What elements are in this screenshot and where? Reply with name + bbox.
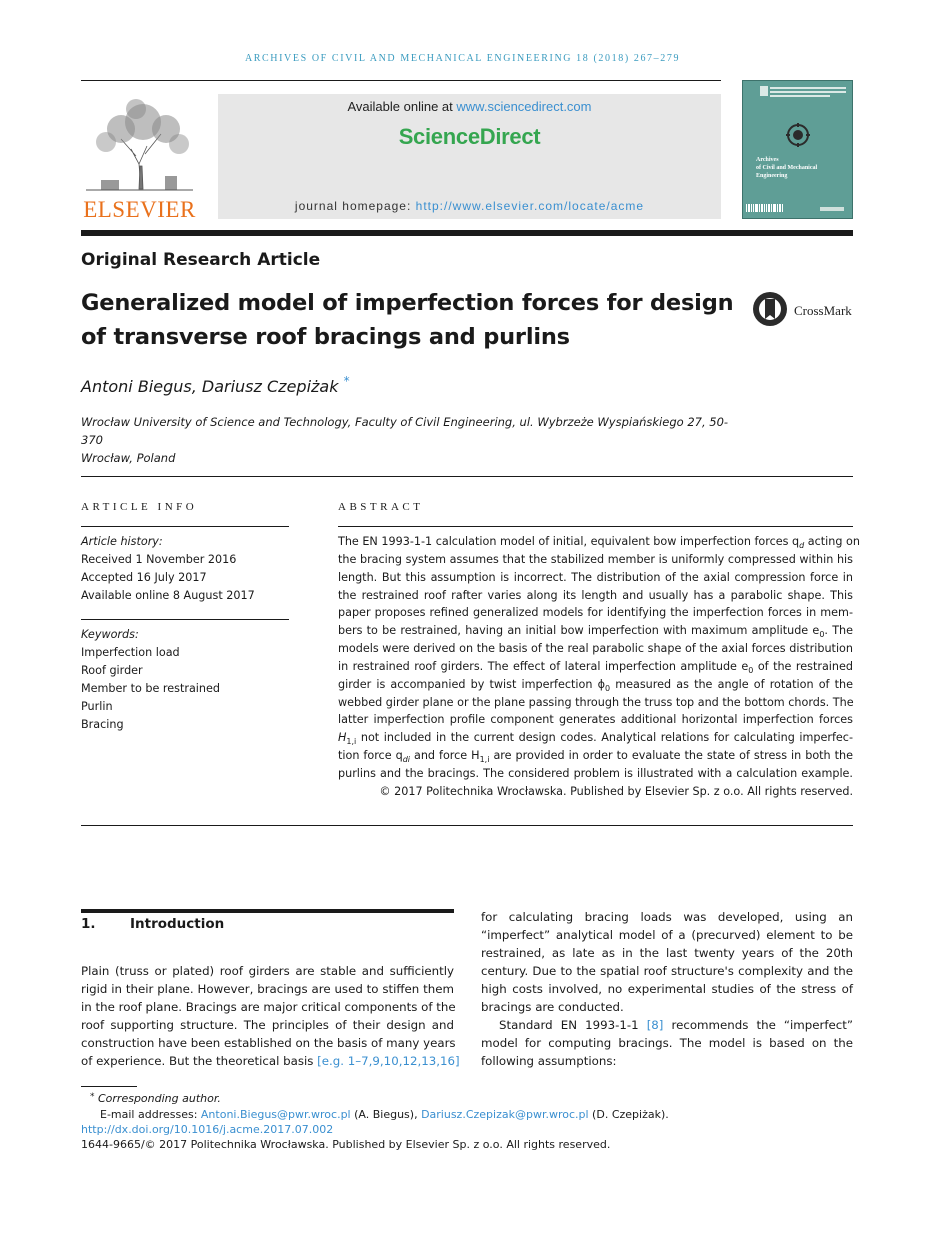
- keyword-item: Member to be restrained: [81, 682, 220, 695]
- article-info-rule: [81, 526, 289, 527]
- affiliation: [81, 413, 741, 467]
- abstract-line: the bracing system assumes that the stabilized member is uniformly compressed within his: [338, 552, 853, 566]
- body-line: model for computing bracings. The model is based on the: [481, 1036, 853, 1050]
- section-number: 1.: [81, 916, 96, 932]
- accepted-date: Accepted 16 July 2017: [81, 571, 207, 584]
- author-list: [81, 374, 350, 396]
- email-addresses: E-mail addresses: Antoni.Biegus@pwr.wroc.pl (A. Biegus), Dariusz.Czepizak@pwr.wroc.pl (D. Czepiżak).: [100, 1108, 669, 1121]
- abstract-line: length. But this assumption is incorrect. The distribution of the axial compression force in: [338, 570, 853, 584]
- doi: [81, 1122, 333, 1138]
- intro-right-column: [481, 908, 853, 1070]
- keyword-item: Imperfection load: [81, 646, 180, 659]
- corresponding-note: * Corresponding author.: [90, 1092, 221, 1105]
- cover-barcode-icon: [746, 204, 786, 212]
- cover-title-line: Engineering: [756, 173, 788, 179]
- abstract-line: $H_{1,i}$ not included in the current design codes. Analytical relations for calculating imperfec-: [338, 731, 853, 747]
- received-date: Received 1 November 2016: [81, 553, 237, 566]
- abstract-heading: ABSTRACT: [338, 501, 424, 513]
- issn-copyright: 1644-9665/© 2017 Politechnika Wrocławska. Published by Elsevier Sp. z o.o. All rights reserved.: [81, 1138, 611, 1151]
- header-rule: [81, 80, 721, 81]
- citation-link[interactable]: [e.g. 1–7,9,10,12,13,16]: [317, 1054, 460, 1068]
- abstract-line: The EN 1993-1-1 calculation model of initial, equivalent bow imperfection forces $q_d$ acting on: [338, 535, 860, 551]
- homepage-prefix: journal homepage:: [294, 199, 416, 213]
- body-line: for calculating bracing loads was developed, using an: [481, 910, 853, 924]
- citation-link[interactable]: [8]: [646, 1018, 664, 1032]
- abstract-text: [338, 533, 860, 783]
- available-prefix: Available online at: [347, 99, 457, 114]
- article-title: [81, 286, 741, 354]
- body-line: construction have been established on the basis of many years: [81, 1036, 456, 1050]
- cover-publisher-mark: [820, 207, 844, 211]
- body-line: bracings are conducted.: [481, 1000, 624, 1014]
- abstract-line: purlins and the bracings. The considered problem is illustrated with a calculation example.: [338, 766, 853, 780]
- history-label: Article history:: [81, 535, 163, 548]
- title-top-rule: [81, 230, 853, 236]
- title-line: of transverse roof bracings and purlins: [81, 324, 570, 350]
- available-online: [218, 99, 721, 114]
- article-type: Original Research Article: [81, 250, 321, 270]
- keyword-item: Bracing: [81, 718, 124, 731]
- affiliation-line: Wrocław University of Science and Technology, Faculty of Civil Engineering, ul. Wybrzeże Wyspiańskiego 27, 50-370: [81, 415, 729, 447]
- body-line: high costs involved, no experimental studies of the stress of: [481, 982, 853, 996]
- body-line: in the roof plane. Bracings are major critical components of the: [81, 1000, 456, 1014]
- cover-emblem-icon: [786, 123, 810, 147]
- sciencedirect-logo: ScienceDirect: [398, 124, 541, 149]
- intro-top-rule: [81, 909, 454, 913]
- abstract-line: the restrained roof rafter varies along its length and usually has a parabolic shape. This: [338, 588, 853, 602]
- abstract-line: tion force $q_{di}$ and force $H_{1,i}$ are provided in order to evaluate the state of stress in both the: [338, 749, 853, 765]
- doi-link[interactable]: http://dx.doi.org/10.1016/j.acme.2017.07.002: [81, 1123, 334, 1136]
- abstract-line: webbed girder plane or the plane passing through the truss top and the bottom chords. The: [338, 695, 854, 709]
- keywords-rule: [81, 619, 289, 620]
- keywords-label: Keywords:: [81, 628, 139, 641]
- body-line: of experience. But the theoretical basis [e.g. 1–7,9,10,12,13,16]: [81, 1054, 460, 1068]
- cover-journal-title: [756, 156, 848, 180]
- intro-left-column: [81, 962, 460, 1070]
- abstract-line: girder is accompanied by twist imperfection $\phi_0$ measured as the angle of rotation of the: [338, 677, 853, 693]
- body-line: rigid in their plane. However, bracings are used to stiffen them: [81, 982, 454, 996]
- crossmark-icon[interactable]: [752, 291, 788, 327]
- cover-header-lines: [760, 86, 848, 102]
- body-line: restrained, as late as in the last twenty years of the 20th: [481, 946, 853, 960]
- body-line: roof supporting structure. The principles of their design and: [81, 1018, 454, 1032]
- section-title: Introduction: [130, 916, 225, 932]
- body-line: following assumptions:: [481, 1054, 617, 1068]
- abstract-line: bers to be restrained, having an initial bow imperfection with maximum amplitude $e_0$. The: [338, 624, 854, 640]
- author-names: Antoni Biegus, Dariusz Czepiżak: [81, 377, 339, 396]
- running-head: ARCHIVES OF CIVIL AND MECHANICAL ENGINEERING 18 (2018) 267–279: [244, 53, 681, 64]
- affiliation-rule: [81, 476, 853, 477]
- abstract-bottom-rule: [81, 825, 853, 826]
- title-line: Generalized model of imperfection forces for design: [81, 290, 734, 316]
- abstract-line: in restrained roof girders. The effect of lateral imperfection amplitude $e_0$ of the restrained: [338, 659, 853, 676]
- keywords: [81, 626, 220, 734]
- journal-homepage: [218, 199, 721, 213]
- online-date: Available online 8 August 2017: [81, 589, 255, 602]
- section-heading: [81, 916, 224, 932]
- sciencedirect-link[interactable]: www.sciencedirect.com: [456, 99, 592, 114]
- cover-title-line: Archives: [756, 157, 779, 163]
- footnote-rule: [81, 1086, 137, 1087]
- homepage-link[interactable]: http://www.elsevier.com/locate/acme: [415, 199, 645, 213]
- email-link[interactable]: Dariusz.Czepizak@pwr.wroc.pl: [421, 1108, 589, 1121]
- corresponding-author-mark[interactable]: *: [343, 374, 350, 388]
- body-line: “imperfect” analytical model of a (precurved) element to be: [481, 928, 853, 942]
- crossmark-label[interactable]: CrossMark: [794, 303, 852, 318]
- keyword-item: Roof girder: [81, 664, 143, 677]
- elsevier-wordmark: ELSEVIER: [83, 197, 196, 222]
- body-line: century. Due to the spatial roof structure's complexity and the: [481, 964, 853, 978]
- abstract-line: models were derived on the basis of the real parabolic shape of the axial forces distribution: [338, 642, 853, 656]
- cover-title-line: of Civil and Mechanical: [756, 165, 818, 171]
- abstract-line: paper proposes refined generalized models for identifying the imperfection forces in mem-: [338, 606, 853, 620]
- keyword-item: Purlin: [81, 700, 113, 713]
- article-history: [81, 533, 255, 605]
- article-info-heading: ARTICLE INFO: [81, 501, 198, 513]
- affiliation-line: Wrocław, Poland: [81, 451, 176, 465]
- abstract-line: latter imperfection profile component generates additional horizontal imperfection forces: [338, 713, 853, 727]
- abstract-rule: [338, 526, 853, 527]
- email-link[interactable]: Antoni.Biegus@pwr.wroc.pl: [200, 1108, 351, 1121]
- body-line: Standard EN 1993-1-1 [8] recommends the “imperfect”: [499, 1018, 853, 1032]
- abstract-copyright: © 2017 Politechnika Wrocławska. Published by Elsevier Sp. z o.o. All rights reserved.: [379, 785, 853, 798]
- body-line: Plain (truss or plated) roof girders are stable and sufficiently: [81, 964, 454, 978]
